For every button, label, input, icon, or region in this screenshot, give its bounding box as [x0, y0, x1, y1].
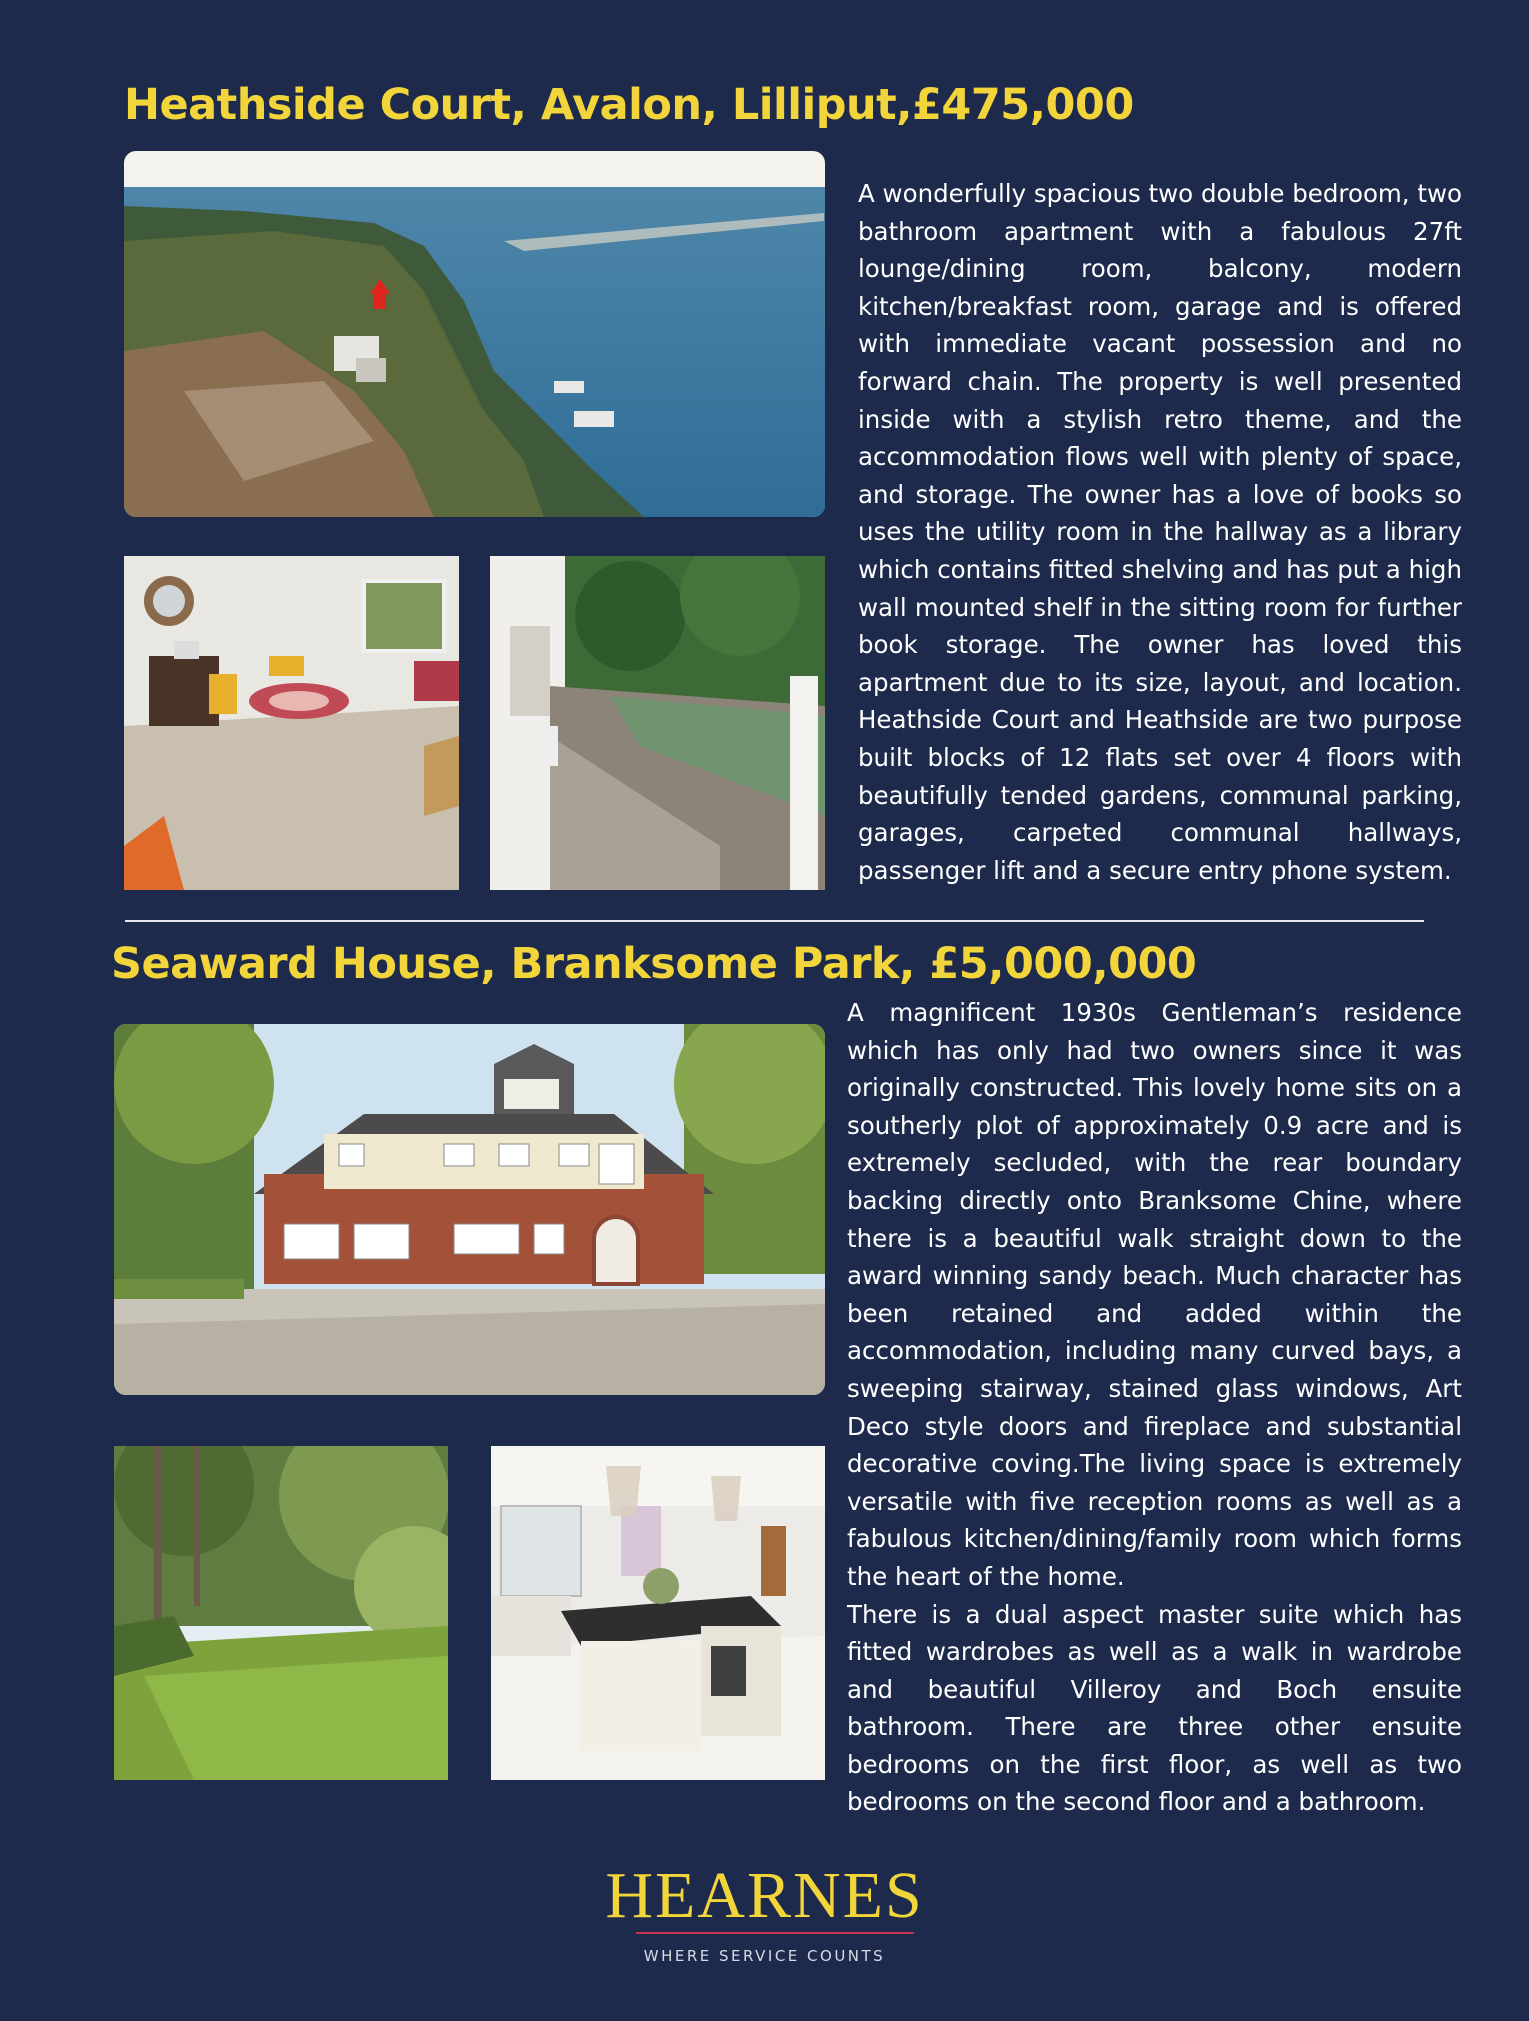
listing-description-heathside	[858, 175, 1462, 889]
listing-description-seaward	[847, 994, 1462, 1821]
logo-underline	[636, 1932, 914, 1934]
description-paragraph: A magnificent 1930s Gentleman’s residence which has only had two owners since it was originally constructed. This lovely home sits on a southerly plot of approximately 0.9 acre and is extremely secluded, with the rear boundary backing directly onto Branksome Chine, where there is a beautiful walk straight down to the award winning sandy beach. Much character has been retained and added within the accommodation, including many curved bays, a sweeping stairway, stained glass windows, Art Deco style doors and fireplace and substantial decorative coving.The living space is extremely versatile with five reception rooms as well as a fabulous kitchen/dining/family room which forms the heart of the home.	[847, 998, 1462, 1591]
brand-tagline: WHERE SERVICE COUNTS	[643, 1947, 886, 1965]
lounge-interior-photo	[124, 556, 459, 890]
balcony-photo	[490, 556, 825, 890]
hearnes-logo: HEARNES	[605, 1859, 924, 1932]
garden-photo	[114, 1446, 448, 1780]
section-divider	[125, 920, 1424, 922]
listing-title-seaward: Seaward House, Branksome Park, £5,000,000	[111, 939, 1197, 989]
aerial-coast-photo	[124, 151, 825, 517]
house-exterior-photo	[114, 1024, 825, 1395]
listing-title-heathside: Heathside Court, Avalon, Lilliput,£475,000	[124, 80, 1134, 130]
description-paragraph: A wonderfully spacious two double bedroom, two bathroom apartment with a fabulous 27ft lounge/dining room, balcony, modern kitchen/breakfast room, garage and is offered with immediate vacant possession and no forward chain. The property is well presented inside with a stylish retro theme, and the accommodation flows well with plenty of space, and storage. The owner has a love of books so uses the utility room in the hallway as a library which contains fitted shelving and has put a high wall mounted shelf in the sitting room for further book storage. The owner has loved this apartment due to its size, layout, and location. Heathside Court and Heathside are two purpose built blocks of 12 flats set over 4 floors with beautifully tended gardens, communal parking, garages, carpeted communal hallways, passenger lift and a secure entry phone system.	[858, 179, 1463, 885]
description-paragraph: There is a dual aspect master suite which has fitted wardrobes as well as a walk in wardrobe and beautiful Villeroy and Boch ensuite bathroom. There are three other ensuite bedrooms on the first floor, as well as two bedrooms on the second floor and a bathroom.	[847, 1599, 1462, 1817]
kitchen-photo	[491, 1446, 825, 1780]
